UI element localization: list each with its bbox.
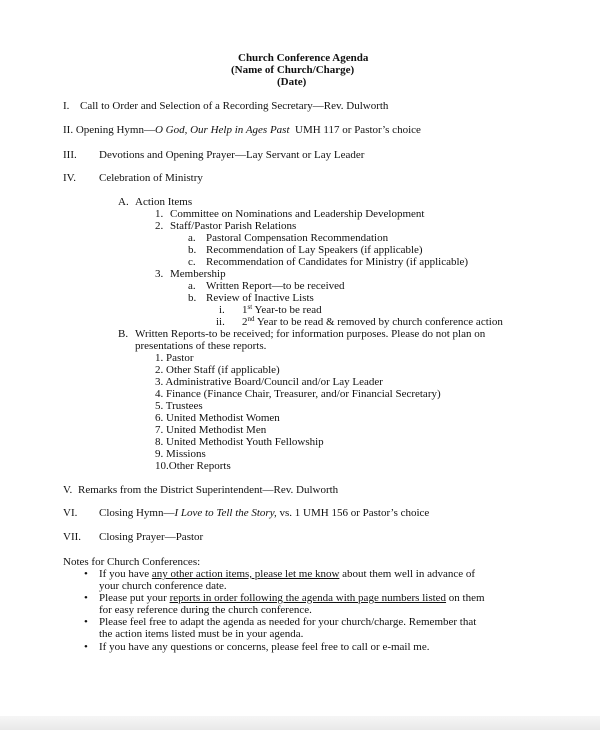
section-number: IV. xyxy=(63,172,76,184)
report-item: 7. United Methodist Men xyxy=(155,424,267,436)
roman-sub-number: ii. xyxy=(216,316,225,328)
roman-sub-item: 1st Year-to be read xyxy=(242,303,322,316)
note-adapt-agenda-cont: the action items listed must be in your agenda. xyxy=(99,628,304,640)
report-item: 3. Administrative Board/Council and/or Lay Leader xyxy=(155,376,383,388)
sub-item: Recommendation of Candidates for Ministry (if applicable) xyxy=(206,256,469,268)
report-item: 4. Finance (Finance Chair, Treasurer, and/or Financial Secretary) xyxy=(155,388,441,400)
report-item: 1. Pastor xyxy=(155,352,194,364)
note-questions: If you have any questions or concerns, please feel free to call or e-mail me. xyxy=(99,641,430,653)
item-number: 3. xyxy=(155,268,164,280)
note-action-items-cont: your church conference date. xyxy=(99,580,227,592)
bullet: • xyxy=(84,568,88,580)
section-number: III. xyxy=(63,149,77,161)
sub-item: Written Report—to be received xyxy=(206,280,345,292)
report-item: 9. Missions xyxy=(155,448,206,460)
sub-item-letter: c. xyxy=(188,256,196,268)
written-reports-note: Written Reports-to be received; for information purposes. Please do not plan on xyxy=(135,328,486,340)
bullet: • xyxy=(84,641,88,653)
section-number: I. xyxy=(63,100,70,112)
section-number: VII. xyxy=(63,531,82,543)
section-number: V. xyxy=(63,484,73,496)
sub-item: Review of Inactive Lists xyxy=(206,292,314,304)
action-item: Committee on Nominations and Leadership Development xyxy=(170,208,425,220)
section-call-to-order: Call to Order and Selection of a Recording Secretary—Rev. Dulworth xyxy=(80,100,389,112)
sub-item: Pastoral Compensation Recommendation xyxy=(206,232,389,244)
section-closing-prayer: Closing Prayer—Pastor xyxy=(99,531,204,543)
section-devotions: Devotions and Opening Prayer—Lay Servant or Lay Leader xyxy=(99,149,365,161)
report-item: 6. United Methodist Women xyxy=(155,412,280,424)
hymn-title: I Love to Tell the Story, xyxy=(174,507,277,519)
section-remarks: Remarks from the District Superintendent—Rev. Dulworth xyxy=(78,484,339,496)
item-letter: B. xyxy=(118,328,129,340)
action-item: Staff/Pastor Parish Relations xyxy=(170,220,297,232)
report-item: 2. Other Staff (if applicable) xyxy=(155,364,280,376)
note-adapt-agenda: Please feel free to adapt the agenda as needed for your church/charge. Remember that xyxy=(99,616,477,628)
report-item: 10.Other Reports xyxy=(155,460,231,472)
note-action-items: If you have any other action items, please let me know about them well in advance of xyxy=(99,568,476,580)
bullet: • xyxy=(84,592,88,604)
section-opening-hymn: II. Opening Hymn—O God, Our Help in Ages Past UMH 117 or Pastor’s choice xyxy=(63,124,421,136)
item-number: 1. xyxy=(155,208,164,220)
action-items-heading: Action Items xyxy=(135,196,193,208)
note-reports: Please put your reports in order following the agenda with page numbers listed on them xyxy=(99,592,485,604)
date-placeholder: (Date) xyxy=(277,76,307,88)
bullet: • xyxy=(84,616,88,628)
notes-heading: Notes for Church Conferences: xyxy=(63,556,201,568)
section-closing-hymn: Closing Hymn—I Love to Tell the Story, vs. 1 UMH 156 or Pastor’s choice xyxy=(99,507,430,519)
action-item: Membership xyxy=(170,268,226,280)
sub-item-letter: a. xyxy=(188,232,196,244)
roman-sub-item: 2nd Year to be read & removed by church conference action xyxy=(242,315,503,328)
sub-item-letter: b. xyxy=(188,244,197,256)
sub-item-letter: a. xyxy=(188,280,196,292)
hymn-title: O God, Our Help in Ages Past xyxy=(154,124,290,136)
section-number: VI. xyxy=(63,507,78,519)
roman-sub-number: i. xyxy=(219,304,225,316)
agenda-title: Church Conference Agenda xyxy=(238,52,369,64)
report-item: 8. United Methodist Youth Fellowship xyxy=(155,436,324,448)
sub-item-letter: b. xyxy=(188,292,197,304)
church-name-placeholder: (Name of Church/Charge) xyxy=(231,64,355,76)
item-letter: A. xyxy=(118,196,129,208)
report-item: 5. Trustees xyxy=(155,400,203,412)
note-reports-cont: for easy reference during the church conference. xyxy=(99,604,312,616)
sub-item: Recommendation of Lay Speakers (if applicable) xyxy=(206,244,423,256)
section-celebration: Celebration of Ministry xyxy=(99,172,203,184)
item-number: 2. xyxy=(155,220,164,232)
written-reports-note-cont: presentations of these reports. xyxy=(135,340,267,352)
